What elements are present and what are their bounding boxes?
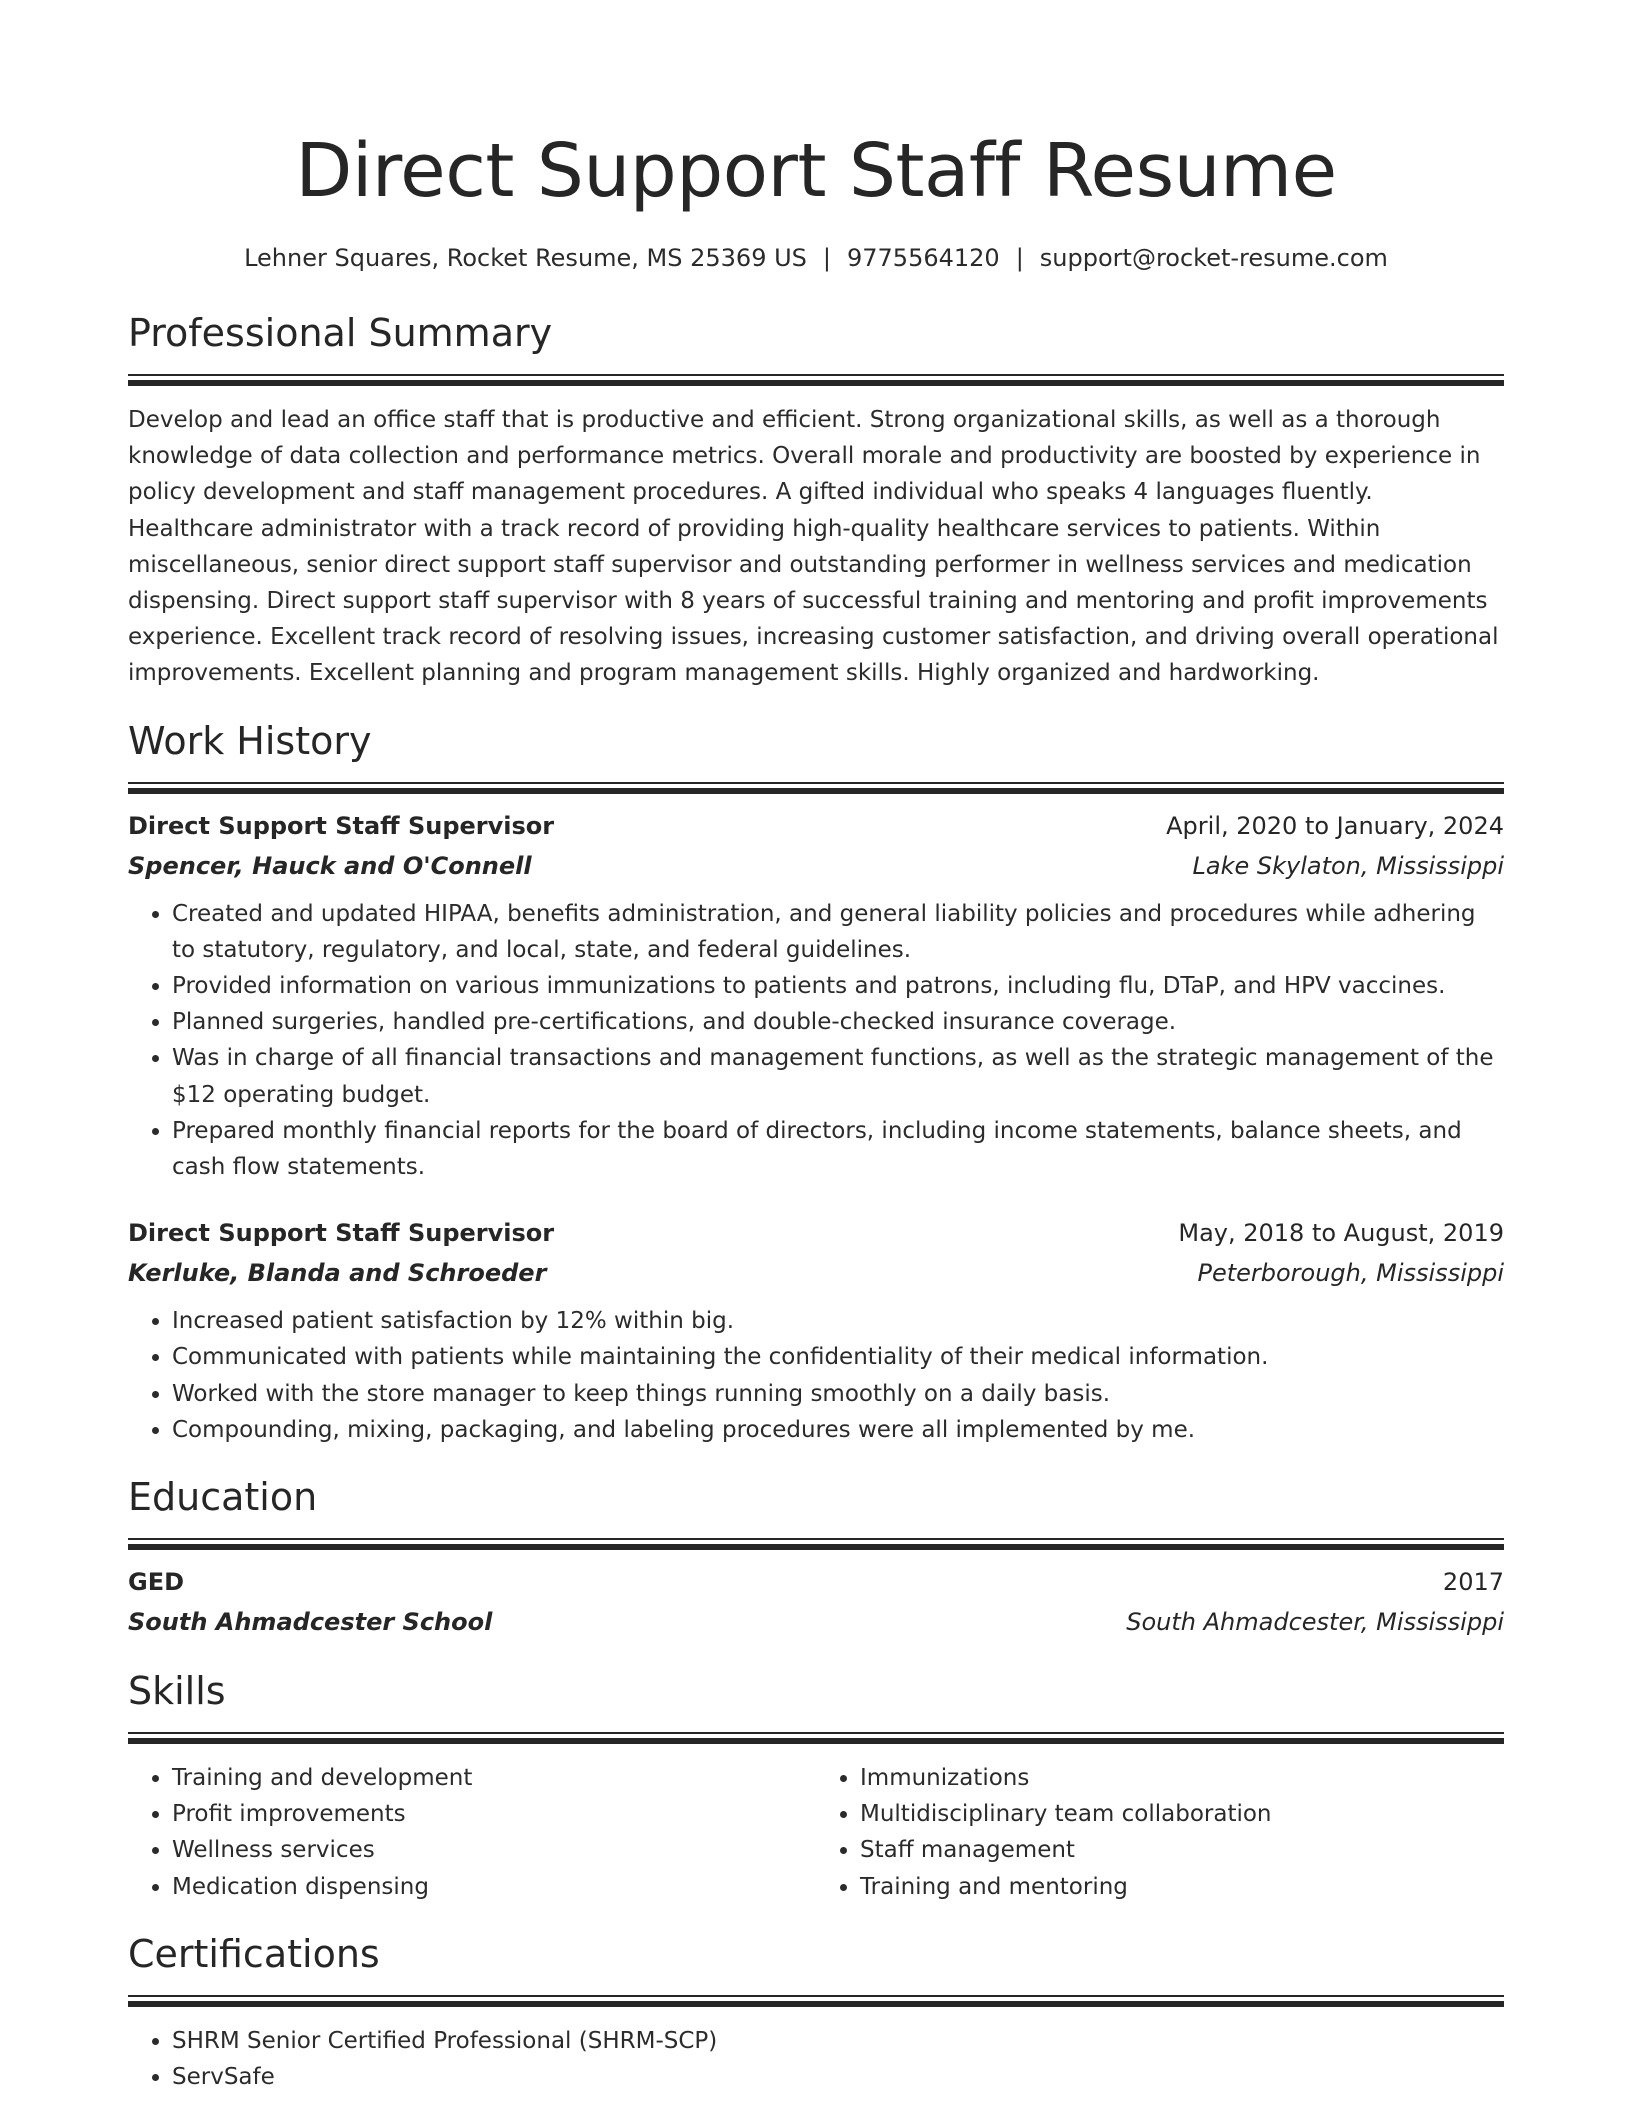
skill-item: • Profit improvements	[172, 1796, 816, 1832]
section-divider	[128, 782, 1504, 794]
education-location: South Ahmadcester, Mississippi	[1126, 1608, 1504, 1637]
job-bullet: • Worked with the store manager to keep things running smoothly on a daily basis.	[172, 1376, 1504, 1412]
job-title: Direct Support Staff Supervisor	[128, 811, 555, 840]
job-bullet: • Prepared monthly financial reports for the board of directors, including income statements, balance sheets, and cash flow statements.	[172, 1113, 1504, 1185]
certification-item: • SHRM Senior Certified Professional (SHRM-SCP)	[172, 2023, 1504, 2059]
job-bullet: • Increased patient satisfaction by 12% within big.	[172, 1303, 1504, 1339]
skill-item: • Immunizations	[860, 1760, 1504, 1796]
contact-address: Lehner Squares, Rocket Resume, MS 25369 US	[244, 244, 807, 272]
section-divider	[128, 1538, 1504, 1550]
contact-phone: 9775564120	[847, 244, 1000, 272]
education-degree: GED	[128, 1568, 185, 1597]
contact-line	[128, 240, 1504, 276]
section-heading: Skills	[128, 1669, 226, 1714]
section-heading: Certifications	[128, 1931, 380, 1976]
job-bullet: • Communicated with patients while maintaining the confidentiality of their medical information.	[172, 1339, 1504, 1375]
contact-separator: |	[822, 244, 831, 272]
skills-column-right	[816, 1760, 1504, 1905]
certification-list	[128, 2023, 1504, 2095]
skills-section	[128, 1664, 1504, 1905]
contact-email: support@rocket-resume.com	[1039, 244, 1388, 272]
skill-item: • Multidisciplinary team collaboration	[860, 1796, 1504, 1832]
section-divider	[128, 1732, 1504, 1744]
education-school: South Ahmadcester School	[128, 1608, 493, 1637]
education-year: 2017	[1442, 1568, 1504, 1597]
contact-separator: |	[1015, 244, 1024, 272]
job-entry	[128, 806, 1504, 1186]
job-company: Kerluke, Blanda and Schroeder	[128, 1259, 547, 1288]
job-company: Spencer, Hauck and O'Connell	[128, 851, 532, 880]
skills-column-left	[128, 1760, 816, 1905]
section-divider	[128, 374, 1504, 386]
job-location: Peterborough, Mississippi	[1197, 1259, 1504, 1288]
summary-text: Develop and lead an office staff that is productive and efficient. Strong organizational skills, as well as a thorough knowledge of data collection and performance metrics. Overall morale and productivity are boosted by experience in policy development and staff management procedures. A gifted individual who speaks 4 languages fluently. Healthcare administrator with a track record of providing high-quality healthcare services to patients. Within miscellaneous, senior direct support staff supervisor and outstanding performer in wellness services and medication dispensing. Direct support staff supervisor with 8 years of successful training and mentoring and profit improvements experience. Excellent track record of resolving issues, increasing customer satisfaction, and driving overall operational improvements. Excellent planning and program management skills. Highly organized and hardworking.	[128, 407, 1499, 687]
skill-item: • Training and mentoring	[860, 1869, 1504, 1905]
job-bullet: • Compounding, mixing, packaging, and labeling procedures were all implemented by me.	[172, 1412, 1504, 1448]
job-bullets	[128, 896, 1504, 1186]
certifications-section	[128, 1927, 1504, 2095]
job-bullets	[128, 1303, 1504, 1448]
section-heading: Work History	[128, 718, 372, 763]
section-heading: Education	[128, 1475, 318, 1520]
job-bullet: • Provided information on various immunizations to patients and patrons, including flu, DTaP, and HPV vaccines.	[172, 968, 1504, 1004]
skill-item: • Wellness services	[172, 1832, 816, 1868]
job-title: Direct Support Staff Supervisor	[128, 1219, 555, 1248]
work-history-section	[128, 714, 1504, 1448]
job-bullet: • Was in charge of all financial transactions and management functions, as well as the strategic management of the $12 operating budget.	[172, 1040, 1504, 1112]
summary-section	[128, 306, 1504, 692]
section-heading: Professional Summary	[128, 311, 553, 355]
education-section	[128, 1470, 1504, 1642]
job-dates: April, 2020 to January, 2024	[1166, 811, 1504, 840]
section-divider	[128, 1995, 1504, 2007]
resume-title: Direct Support Staff Resume	[295, 128, 1337, 214]
certification-item: • ServSafe	[172, 2059, 1504, 2095]
job-location: Lake Skylaton, Mississippi	[1192, 851, 1504, 880]
job-bullet: • Planned surgeries, handled pre-certifications, and double-checked insurance coverage.	[172, 1004, 1504, 1040]
skill-item: • Training and development	[172, 1760, 816, 1796]
skill-item: • Medication dispensing	[172, 1869, 816, 1905]
job-bullet: • Created and updated HIPAA, benefits administration, and general liability policies and procedures while adhering to statutory, regulatory, and local, state, and federal guidelines.	[172, 896, 1504, 968]
skills-grid	[128, 1760, 1504, 1905]
skill-item: • Staff management	[860, 1832, 1504, 1868]
job-dates: May, 2018 to August, 2019	[1178, 1219, 1504, 1248]
job-entry	[128, 1213, 1504, 1448]
